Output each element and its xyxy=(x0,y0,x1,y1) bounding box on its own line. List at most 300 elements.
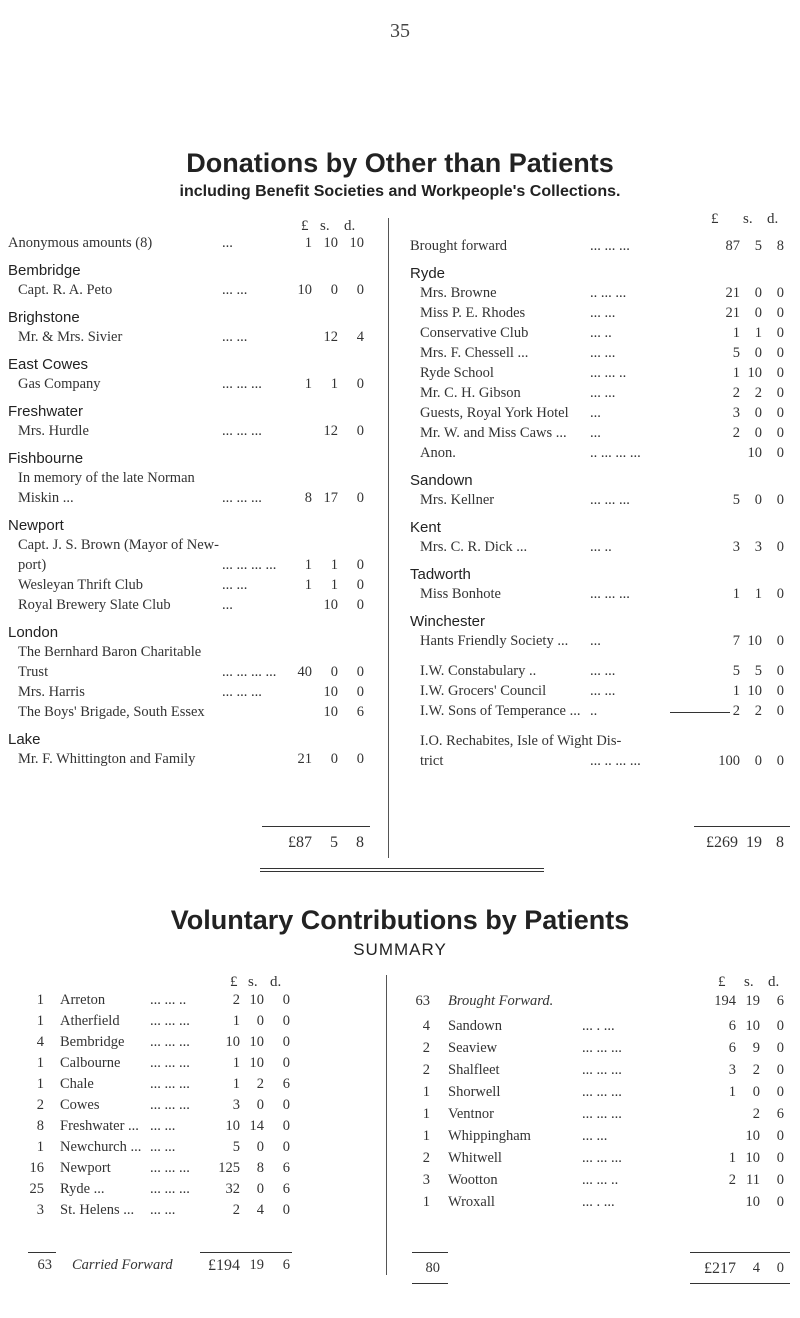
leader-dots: ... ... ... xyxy=(150,1034,190,1050)
place-name: Chale xyxy=(60,1076,94,1092)
entry-pence: 0 xyxy=(776,345,784,361)
leader-dots: ... ... ... xyxy=(582,1150,622,1166)
entry-pounds: 10 xyxy=(297,282,312,298)
vol-left-total-shillings: 19 xyxy=(249,1257,264,1273)
amount-pence: 0 xyxy=(282,1055,290,1071)
voluntary-column-divider xyxy=(386,975,387,1275)
place-name: Shalfleet xyxy=(448,1062,500,1078)
patient-count: 2 xyxy=(422,1040,430,1056)
amount-pence: 6 xyxy=(282,1076,290,1092)
leader-dots: ... ... ... xyxy=(590,586,630,602)
entry-pounds: 40 xyxy=(297,664,312,680)
entry-pence: 0 xyxy=(776,365,784,381)
right-total-rule xyxy=(694,826,790,827)
place-name: Freshwater ... xyxy=(60,1118,139,1134)
place-heading: Lake xyxy=(8,731,41,748)
entry-pence: 0 xyxy=(356,376,364,392)
summary-label: SUMMARY xyxy=(353,940,447,959)
leader-dots: .. xyxy=(590,703,598,719)
entry-shillings: 10 xyxy=(747,683,762,699)
entry-shillings: 0 xyxy=(754,425,762,441)
amount-pounds: 10 xyxy=(225,1034,240,1050)
entry-label: Capt. R. A. Peto xyxy=(18,282,113,298)
entry-label: Wesleyan Thrift Club xyxy=(18,577,144,593)
leader-dots: ... ... ... xyxy=(222,376,262,392)
right-total-pounds: £269 xyxy=(706,834,738,851)
entry-pence: 0 xyxy=(356,490,364,506)
amount-pounds: 1 xyxy=(728,1150,736,1166)
entry-pence: 0 xyxy=(776,539,784,555)
leader-dots: ... xyxy=(222,597,233,613)
amount-pence: 0 xyxy=(776,1018,784,1034)
entry-pence: 0 xyxy=(356,684,364,700)
place-name: Sandown xyxy=(448,1018,502,1034)
vol-right-currency-shillings-header: s. xyxy=(744,974,754,990)
amount-pence: 6 xyxy=(282,1160,290,1176)
entry-shillings: 0 xyxy=(330,282,338,298)
entry-pence: 0 xyxy=(776,683,784,699)
entry-label: Miss P. E. Rhodes xyxy=(420,305,526,321)
entry-pence: 0 xyxy=(356,557,364,573)
leader-dots: ... ... ... xyxy=(222,684,262,700)
amount-shillings: 19 xyxy=(745,993,760,1009)
entry-label: Mrs. C. R. Dick ... xyxy=(420,539,528,555)
right-currency-pounds-header: £ xyxy=(711,211,719,227)
entry-pounds: 5 xyxy=(732,345,740,361)
entry-pence: 0 xyxy=(356,282,364,298)
entry-pence: 0 xyxy=(776,425,784,441)
leader-dots: ... ... ... xyxy=(590,492,630,508)
vol-left-total-count: 63 xyxy=(37,1257,52,1273)
entry-pounds: 87 xyxy=(725,238,740,254)
right-total-shillings: 19 xyxy=(746,834,762,851)
entry-shillings: 0 xyxy=(330,751,338,767)
carried-forward-label: Carried Forward xyxy=(72,1257,173,1273)
amount-pence: 6 xyxy=(282,1181,290,1197)
entry-pence: 0 xyxy=(776,285,784,301)
entry-pounds: 1 xyxy=(732,365,740,381)
amount-pounds: 6 xyxy=(728,1040,736,1056)
place-name: Calbourne xyxy=(60,1055,121,1071)
entry-shillings: 0 xyxy=(754,305,762,321)
leader-dots: ... ... ... xyxy=(590,238,630,254)
entry-label-continued: Capt. J. S. Brown (Mayor of New- xyxy=(18,537,219,553)
entry-pence: 0 xyxy=(776,753,784,769)
leader-dots: ... ... xyxy=(150,1118,176,1134)
entry-pounds: 2 xyxy=(732,425,740,441)
entry-shillings: 3 xyxy=(754,539,762,555)
entry-pounds: 1 xyxy=(732,683,740,699)
amount-pounds: 125 xyxy=(218,1160,240,1176)
entry-pence: 0 xyxy=(356,423,364,439)
place-name: Cowes xyxy=(60,1097,100,1113)
patient-count: 4 xyxy=(422,1018,430,1034)
amount-pounds: 2 xyxy=(232,1202,240,1218)
patient-count: 1 xyxy=(422,1194,430,1210)
left-total-pence: 8 xyxy=(356,834,364,851)
vol-right-total-rule-bottom xyxy=(690,1283,790,1284)
vol-right-count-rule xyxy=(412,1252,448,1253)
leader-dots: ... xyxy=(590,425,601,441)
patient-count: 1 xyxy=(36,1055,44,1071)
entry-pence: 0 xyxy=(776,703,784,719)
place-heading: London xyxy=(8,624,59,641)
vol-right-total-pounds: £217 xyxy=(704,1260,736,1277)
entry-label: Anonymous amounts (8) xyxy=(8,235,153,251)
place-heading: Tadworth xyxy=(410,566,471,583)
amount-shillings: 11 xyxy=(746,1172,760,1188)
leader-dots: ... ... .. xyxy=(582,1172,619,1188)
entry-pounds: 1 xyxy=(732,586,740,602)
entry-shillings: 0 xyxy=(754,405,762,421)
entry-label: Royal Brewery Slate Club xyxy=(18,597,171,613)
leader-dots: ... xyxy=(590,405,601,421)
entry-pounds: 1 xyxy=(304,557,312,573)
patient-count: 8 xyxy=(36,1118,44,1134)
entry-label-continued: The Bernhard Baron Charitable xyxy=(18,644,202,660)
amount-pence: 0 xyxy=(776,1172,784,1188)
entry-pounds: 21 xyxy=(297,751,312,767)
entry-pence: 0 xyxy=(776,633,784,649)
entry-shillings: 1 xyxy=(330,577,338,593)
amount-shillings: 0 xyxy=(256,1181,264,1197)
vol-left-total-pounds: £194 xyxy=(208,1257,240,1274)
leader-dots: ... . ... xyxy=(582,1018,615,1034)
place-name: Shorwell xyxy=(448,1084,501,1100)
entry-pounds: 3 xyxy=(732,539,740,555)
entry-label: Anon. xyxy=(420,445,456,461)
entry-label: Mr. & Mrs. Sivier xyxy=(18,329,123,345)
entry-shillings: 1 xyxy=(754,325,762,341)
leader-dots: ... ... xyxy=(222,577,248,593)
currency-pence-header: d. xyxy=(344,218,356,234)
place-name: Ryde ... xyxy=(60,1181,105,1197)
entry-label: Hants Friendly Society ... xyxy=(420,633,569,649)
leader-dots: ... xyxy=(590,633,601,649)
entry-pence: 6 xyxy=(356,704,364,720)
place-heading: Brighstone xyxy=(8,309,80,326)
entry-shillings: 0 xyxy=(330,664,338,680)
leader-dots: ... ... xyxy=(582,1128,608,1144)
entry-pence: 0 xyxy=(356,597,364,613)
amount-pence: 0 xyxy=(776,1194,784,1210)
entry-pence: 0 xyxy=(776,325,784,341)
amount-pounds: 1 xyxy=(232,1055,240,1071)
amount-pence: 0 xyxy=(282,992,290,1008)
entry-pounds: 1 xyxy=(304,376,312,392)
entry-label: The Boys' Brigade, South Essex xyxy=(18,704,205,720)
vol-left-total-pence: 6 xyxy=(282,1257,290,1273)
section-divider-top xyxy=(260,868,544,869)
leader-dots: ... ... xyxy=(590,683,616,699)
leader-dots: ... ... ... ... xyxy=(222,664,277,680)
place-name: Bembridge xyxy=(60,1034,125,1050)
entry-shillings: 17 xyxy=(323,490,338,506)
entry-pence: 10 xyxy=(349,235,364,251)
vol-right-total-rule xyxy=(690,1252,790,1253)
entry-shillings: 1 xyxy=(754,586,762,602)
amount-pounds: 194 xyxy=(714,993,736,1009)
place-heading: Sandown xyxy=(410,472,473,489)
entry-label: Mrs. Kellner xyxy=(420,492,495,508)
vol-currency-pounds-header: £ xyxy=(230,974,238,990)
vol-currency-shillings-header: s. xyxy=(248,974,258,990)
left-total-shillings: 5 xyxy=(330,834,338,851)
entry-shillings: 0 xyxy=(754,345,762,361)
entry-pence: 8 xyxy=(776,238,784,254)
amount-pence: 0 xyxy=(282,1139,290,1155)
entry-shillings: 1 xyxy=(330,557,338,573)
donations-title: Donations by Other than Patients xyxy=(186,148,614,178)
entry-label: Mr. C. H. Gibson xyxy=(420,385,521,401)
place-heading: Kent xyxy=(410,519,441,536)
entry-pounds: 5 xyxy=(732,492,740,508)
leader-dots: ... ... ... xyxy=(150,1076,190,1092)
right-currency-pence-header: d. xyxy=(767,211,779,227)
entry-label: Mrs. Browne xyxy=(420,285,497,301)
amount-shillings: 0 xyxy=(256,1139,264,1155)
leader-dots: ... ... .. xyxy=(590,365,627,381)
entry-label: Mrs. Harris xyxy=(18,684,85,700)
place-name: Newport xyxy=(60,1160,111,1176)
entry-label: Trust xyxy=(18,664,49,680)
vol-right-total-count: 80 xyxy=(425,1260,440,1276)
section-divider-bottom xyxy=(260,871,544,872)
entry-pounds: 3 xyxy=(732,405,740,421)
amount-pounds: 10 xyxy=(225,1118,240,1134)
entry-label: Miskin ... xyxy=(18,490,74,506)
amount-pence: 0 xyxy=(776,1150,784,1166)
entry-pence: 0 xyxy=(356,751,364,767)
donations-column-divider xyxy=(388,218,389,858)
patient-count: 1 xyxy=(422,1084,430,1100)
page-number: 35 xyxy=(390,20,410,42)
entry-shillings: 5 xyxy=(754,238,762,254)
voluntary-title: Voluntary Contributions by Patients xyxy=(170,905,630,935)
entry-pence: 0 xyxy=(776,405,784,421)
amount-pounds: 3 xyxy=(728,1062,736,1078)
leader-dots: ... xyxy=(222,235,233,251)
amount-pence: 0 xyxy=(282,1097,290,1113)
entry-label: I.W. Constabulary .. xyxy=(420,663,537,679)
patient-count: 1 xyxy=(422,1106,430,1122)
entry-pence: 0 xyxy=(776,586,784,602)
amount-shillings: 10 xyxy=(249,992,264,1008)
leader-dots: ... ... ... xyxy=(150,1097,190,1113)
amount-pence: 0 xyxy=(282,1118,290,1134)
place-name: Arreton xyxy=(60,992,106,1008)
entry-pence: 0 xyxy=(356,577,364,593)
place-heading: Bembridge xyxy=(8,262,81,279)
entry-pounds: 5 xyxy=(732,663,740,679)
entry-label: Gas Company xyxy=(18,376,101,392)
patient-count: 2 xyxy=(422,1062,430,1078)
place-name: Seaview xyxy=(448,1040,498,1056)
amount-shillings: 8 xyxy=(256,1160,264,1176)
amount-pence: 0 xyxy=(776,1128,784,1144)
amount-shillings: 9 xyxy=(752,1040,760,1056)
entry-pounds: 21 xyxy=(725,285,740,301)
place-heading: Fishbourne xyxy=(8,450,84,467)
entry-label-continued: In memory of the late Norman xyxy=(18,470,195,486)
leader-dots: ... ... ... xyxy=(150,1013,190,1029)
entry-pence: 0 xyxy=(776,385,784,401)
amount-pounds: 6 xyxy=(728,1018,736,1034)
entry-pence: 0 xyxy=(356,664,364,680)
patient-count: 2 xyxy=(36,1097,44,1113)
patient-count: 3 xyxy=(36,1202,44,1218)
amount-shillings: 0 xyxy=(752,1084,760,1100)
entry-shillings: 10 xyxy=(323,704,338,720)
patient-count: 2 xyxy=(422,1150,430,1166)
patient-count: 3 xyxy=(422,1172,430,1188)
donations-subtitle: including Benefit Societies and Workpeople's Collections. xyxy=(179,183,621,200)
leader-dots: ... .. xyxy=(590,325,612,341)
patient-count: 1 xyxy=(36,1013,44,1029)
patient-count: 63 xyxy=(415,993,430,1009)
entry-pounds: 2 xyxy=(732,703,740,719)
leader-dots: ... ... xyxy=(150,1202,176,1218)
entry-label: Conservative Club xyxy=(420,325,529,341)
entry-pounds: 21 xyxy=(725,305,740,321)
vol-right-total-pence: 0 xyxy=(776,1260,784,1276)
amount-pounds: 3 xyxy=(232,1097,240,1113)
amount-shillings: 0 xyxy=(256,1097,264,1113)
place-name: Whitwell xyxy=(448,1150,502,1166)
entry-label: Mrs. Hurdle xyxy=(18,423,89,439)
amount-pence: 6 xyxy=(776,993,784,1009)
entry-label: Miss Bonhote xyxy=(420,586,501,602)
entry-shillings: 5 xyxy=(754,663,762,679)
amount-pence: 0 xyxy=(776,1084,784,1100)
winchester-subtotal-rule xyxy=(670,712,730,713)
patient-count: 16 xyxy=(29,1160,44,1176)
entry-label: Mr. W. and Miss Caws ... xyxy=(420,425,567,441)
entry-pounds: 1 xyxy=(732,325,740,341)
entry-pounds: 1 xyxy=(304,577,312,593)
amount-pence: 0 xyxy=(282,1202,290,1218)
amount-shillings: 2 xyxy=(752,1062,760,1078)
entry-pounds: 8 xyxy=(304,490,312,506)
vol-right-currency-pence-header: d. xyxy=(768,974,780,990)
vol-right-currency-pounds-header: £ xyxy=(718,974,726,990)
entry-shillings: 2 xyxy=(754,385,762,401)
place-heading: Winchester xyxy=(410,613,486,630)
amount-pounds: 1 xyxy=(232,1013,240,1029)
amount-pounds: 1 xyxy=(232,1076,240,1092)
patient-count: 1 xyxy=(422,1128,430,1144)
entry-label: I.W. Grocers' Council xyxy=(420,683,547,699)
amount-shillings: 4 xyxy=(256,1202,264,1218)
entry-shillings: 10 xyxy=(747,445,762,461)
entry-pounds: 2 xyxy=(732,385,740,401)
leader-dots: ... .. xyxy=(590,539,612,555)
leader-dots: ... ... .. xyxy=(150,992,187,1008)
entry-label: trict xyxy=(420,753,444,769)
entry-shillings: 0 xyxy=(754,285,762,301)
entry-label: Guests, Royal York Hotel xyxy=(420,405,569,421)
vol-right-total-shillings: 4 xyxy=(752,1260,760,1276)
entry-label: Ryde School xyxy=(420,365,494,381)
amount-shillings: 10 xyxy=(745,1018,760,1034)
place-name: Wroxall xyxy=(448,1194,495,1210)
amount-shillings: 10 xyxy=(249,1034,264,1050)
entry-shillings: 12 xyxy=(323,423,338,439)
leader-dots: ... ... xyxy=(222,282,248,298)
leader-dots: .. ... ... ... xyxy=(590,445,641,461)
amount-shillings: 10 xyxy=(745,1194,760,1210)
entry-label-continued: I.O. Rechabites, Isle of Wight Dis- xyxy=(420,733,622,749)
place-name: Whippingham xyxy=(448,1128,531,1144)
right-total-pence: 8 xyxy=(776,834,784,851)
entry-shillings: 10 xyxy=(323,684,338,700)
patient-count: 1 xyxy=(36,1139,44,1155)
entry-pence: 0 xyxy=(776,663,784,679)
leader-dots: ... ... ... xyxy=(582,1040,622,1056)
amount-shillings: 10 xyxy=(745,1150,760,1166)
leader-dots: ... ... xyxy=(590,345,616,361)
place-heading: Freshwater xyxy=(8,403,84,420)
entry-shillings: 1 xyxy=(330,376,338,392)
leader-dots: ... ... xyxy=(590,663,616,679)
amount-shillings: 10 xyxy=(745,1128,760,1144)
leader-dots: ... ... ... xyxy=(150,1160,190,1176)
patient-count: 1 xyxy=(36,1076,44,1092)
entry-shillings: 10 xyxy=(323,235,338,251)
leader-dots: ... ... ... ... xyxy=(222,557,277,573)
entry-pence: 4 xyxy=(356,329,364,345)
entry-shillings: 0 xyxy=(754,492,762,508)
entry-label: port) xyxy=(18,557,47,573)
place-name: St. Helens ... xyxy=(60,1202,135,1218)
place-heading: Newport xyxy=(8,517,64,534)
patient-count: 4 xyxy=(36,1034,44,1050)
leader-dots: ... ... ... xyxy=(582,1062,622,1078)
leader-dots: ... ... ... xyxy=(222,423,262,439)
right-currency-shillings-header: s. xyxy=(743,211,753,227)
leader-dots: ... ... xyxy=(590,385,616,401)
entry-pounds: 7 xyxy=(732,633,740,649)
place-name: Wootton xyxy=(448,1172,498,1188)
amount-pounds: 2 xyxy=(728,1172,736,1188)
amount-shillings: 2 xyxy=(256,1076,264,1092)
leader-dots: ... ... ... xyxy=(582,1106,622,1122)
currency-pounds-header: £ xyxy=(301,218,309,234)
entry-shillings: 12 xyxy=(323,329,338,345)
entry-shillings: 10 xyxy=(747,633,762,649)
entry-shillings: 10 xyxy=(323,597,338,613)
leader-dots: ... ... xyxy=(590,305,616,321)
patient-count: 25 xyxy=(29,1181,44,1197)
amount-shillings: 0 xyxy=(256,1013,264,1029)
leader-dots: ... ... ... xyxy=(582,1084,622,1100)
vol-left-count-rule xyxy=(28,1252,56,1253)
place-name: Ventnor xyxy=(448,1106,494,1122)
leader-dots: ... . ... xyxy=(582,1194,615,1210)
entry-label: I.W. Sons of Temperance ... xyxy=(420,703,581,719)
leader-dots: .. ... ... xyxy=(590,285,627,301)
place-heading: East Cowes xyxy=(8,356,89,373)
vol-left-total-rule xyxy=(200,1252,292,1253)
leader-dots: ... ... xyxy=(222,329,248,345)
entry-shillings: 10 xyxy=(747,365,762,381)
entry-label: Mr. F. Whittington and Family xyxy=(18,751,196,767)
amount-pence: 0 xyxy=(282,1034,290,1050)
amount-pence: 0 xyxy=(282,1013,290,1029)
place-heading: Ryde xyxy=(410,265,446,282)
amount-pence: 0 xyxy=(776,1040,784,1056)
entry-pence: 0 xyxy=(776,492,784,508)
